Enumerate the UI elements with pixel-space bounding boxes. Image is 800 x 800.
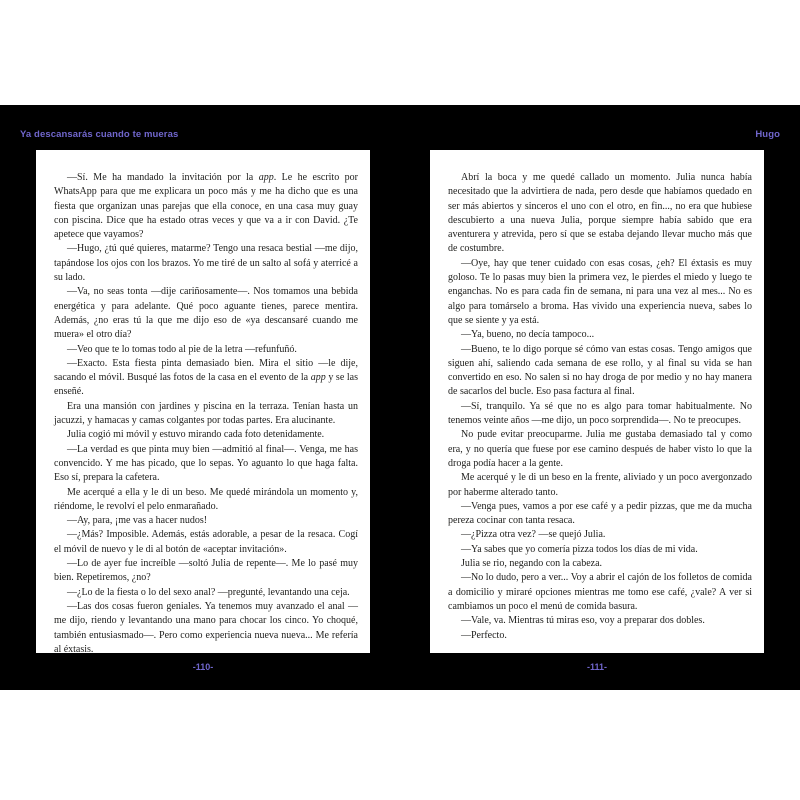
paragraph: —Las dos cosas fueron geniales. Ya tenemos muy avanzado el anal —me dijo, riendo y levantando una mano para chocar los cinco. Yo choqué, también entusiasmado—. Pero como experiencia nueva nueva... Me refería al éxtasis. <box>54 600 358 653</box>
paragraph: —Perfecto. <box>461 629 507 641</box>
page-number-left: -110- <box>192 662 214 672</box>
paragraph: —Ay, para, ¡me vas a hacer nudos! <box>67 515 208 527</box>
paragraph: —Oye, hay que tener cuidado con esas cosas, ¿eh? El éxtasis es muy goloso. Te lo pasas muy bien la primera vez, le pierdes el miedo y luego te enganchas. No es para cada fin de semana, ni para una vez al mes... No es algo para tomárselo a broma. Has vivido una experiencia nueva, sabes lo que se siente y ya está. <box>448 257 752 326</box>
paragraph: —Venga pues, vamos a por ese café y a pedir pizzas, que me da mucha pereza cocinar con tanta resaca. <box>448 500 752 527</box>
paragraph: —La verdad es que pinta muy bien —admitió al final—. Venga, me has convencido. Y me has picado, que lo sepas. Yo aguanto lo que haga falta. Eso sí, prepara la cafetera. <box>54 443 358 484</box>
paragraph: Era una mansión con jardines y piscina en la terraza. Tenían hasta un jacuzzi, y hamacas y camas colgantes por todas partes. Era alucinante. <box>54 400 358 427</box>
paragraph: —Ya, bueno, no decía tampoco... <box>461 329 595 341</box>
paragraph: Julia cogió mi móvil y estuvo mirando cada foto detenidamente. <box>67 429 325 441</box>
spread-background <box>0 105 800 690</box>
paragraph: Abrí la boca y me quedé callado un momento. Julia nunca había necesitado que la advirtiera de nada, pero desde que habíamos quedado en ser más abiertos y sinceros el uno con el otro, en fin..., no era que hubiese descubierto a una nueva Julia, porque siempre había sabido que era aventurera y atrevida, pero sí que se estaba dejando llevar mucho más que de costumbre. <box>448 172 752 255</box>
paragraph: —Sí. Me ha mandado la invitación por la app. Le he escrito por WhatsApp para que me explicara un poco más y me ha dicho que es una fiesta que organizan unas parejas que ella conoce, en una casa muy guay con piscina. Dice que ha estado otras veces y que va a ir con David. ¿Te apetece que vayamos? <box>54 172 358 241</box>
paragraph: —Va, no seas tonta —dije cariñosamente—. Nos tomamos una bebida energética y para adelante. Qué poco aguante tienes, parece mentira. Además, ¿no eras tú la que me dijo eso de «ya descansaré cuando me muera» el otro día? <box>54 286 358 341</box>
page-number-right: -111- <box>586 662 608 672</box>
paragraph: Me acerqué y le di un beso en la frente, aliviado y un poco avergonzado por haberme alterado tanto. <box>448 472 752 498</box>
paragraph: —Sí, tranquilo. Ya sé que no es algo para tomar habitualmente. No tenemos veinte años —me dijo, un poco sorprendida—. No te preocupes. <box>448 400 752 427</box>
page-left[interactable] <box>36 150 370 653</box>
paragraph: Julia se rio, negando con la cabeza. <box>461 558 603 570</box>
paragraph: —Hugo, ¿tú qué quieres, matarme? Tengo una resaca bestial —me dijo, tapándose los ojos con los brazos. Yo me tiré de un salto al sofá y aterricé a su lado. <box>54 243 358 284</box>
running-header-chapter-title: Hugo <box>755 129 780 140</box>
right-page-text <box>430 150 764 653</box>
running-header-book-title: Ya descansarás cuando te mueras <box>20 129 179 140</box>
paragraph: —¿Lo de la fiesta o lo del sexo anal? —pregunté, levantando una ceja. <box>67 586 350 598</box>
paragraph: —Veo que te lo tomas todo al pie de la letra —refunfuñó. <box>67 343 297 355</box>
left-page-text <box>36 150 370 653</box>
paragraph: —¿Más? Imposible. Además, estás adorable, a pesar de la resaca. Cogí el móvil de nuevo y le di al botón de «aceptar invitación». <box>54 529 358 555</box>
paragraph: —Ya sabes que yo comería pizza todos los días de mi vida. <box>461 543 698 555</box>
page-right[interactable] <box>430 150 764 653</box>
paragraph: Me acerqué a ella y le di un beso. Me quedé mirándola un momento y, riéndome, le revolví el pelo enmarañado. <box>54 486 358 512</box>
paragraph: —¿Pizza otra vez? —se quejó Julia. <box>461 529 606 541</box>
paragraph: —Vale, va. Mientras tú miras eso, voy a preparar dos dobles. <box>461 615 705 627</box>
running-header <box>20 129 780 140</box>
paragraph: —No lo dudo, pero a ver... Voy a abrir el cajón de los folletos de comida a domicilio y miraré opciones mientras me tomo ese café, ¿vale? A ver si cambiamos un poco el menú de comida basura. <box>448 572 752 612</box>
paragraph: —Exacto. Esta fiesta pinta demasiado bien. Mira el sitio —le dije, sacando el móvil. Busqué las fotos de la casa en el evento de la app y se las enseñé. <box>54 357 358 398</box>
paragraph: —Bueno, te lo digo porque sé cómo van estas cosas. Tengo amigos que siguen ahí, saliendo cada semana de ese rollo, y al final su vida se han convertido en eso. No salen si no hay droga de por medio y no hay manera de sacarlos del bucle. Eso pasa factura al final. <box>448 343 752 398</box>
paragraph: —Lo de ayer fue increíble —soltó Julia de repente—. Me lo pasé muy bien. Repetiremos, ¿no? <box>54 558 358 584</box>
paragraph: No pude evitar preocuparme. Julia me gustaba demasiado tal y como era, y no quería que fuese por ese camino después de haber visto lo que la droga podía hacer a la gente. <box>448 429 752 469</box>
